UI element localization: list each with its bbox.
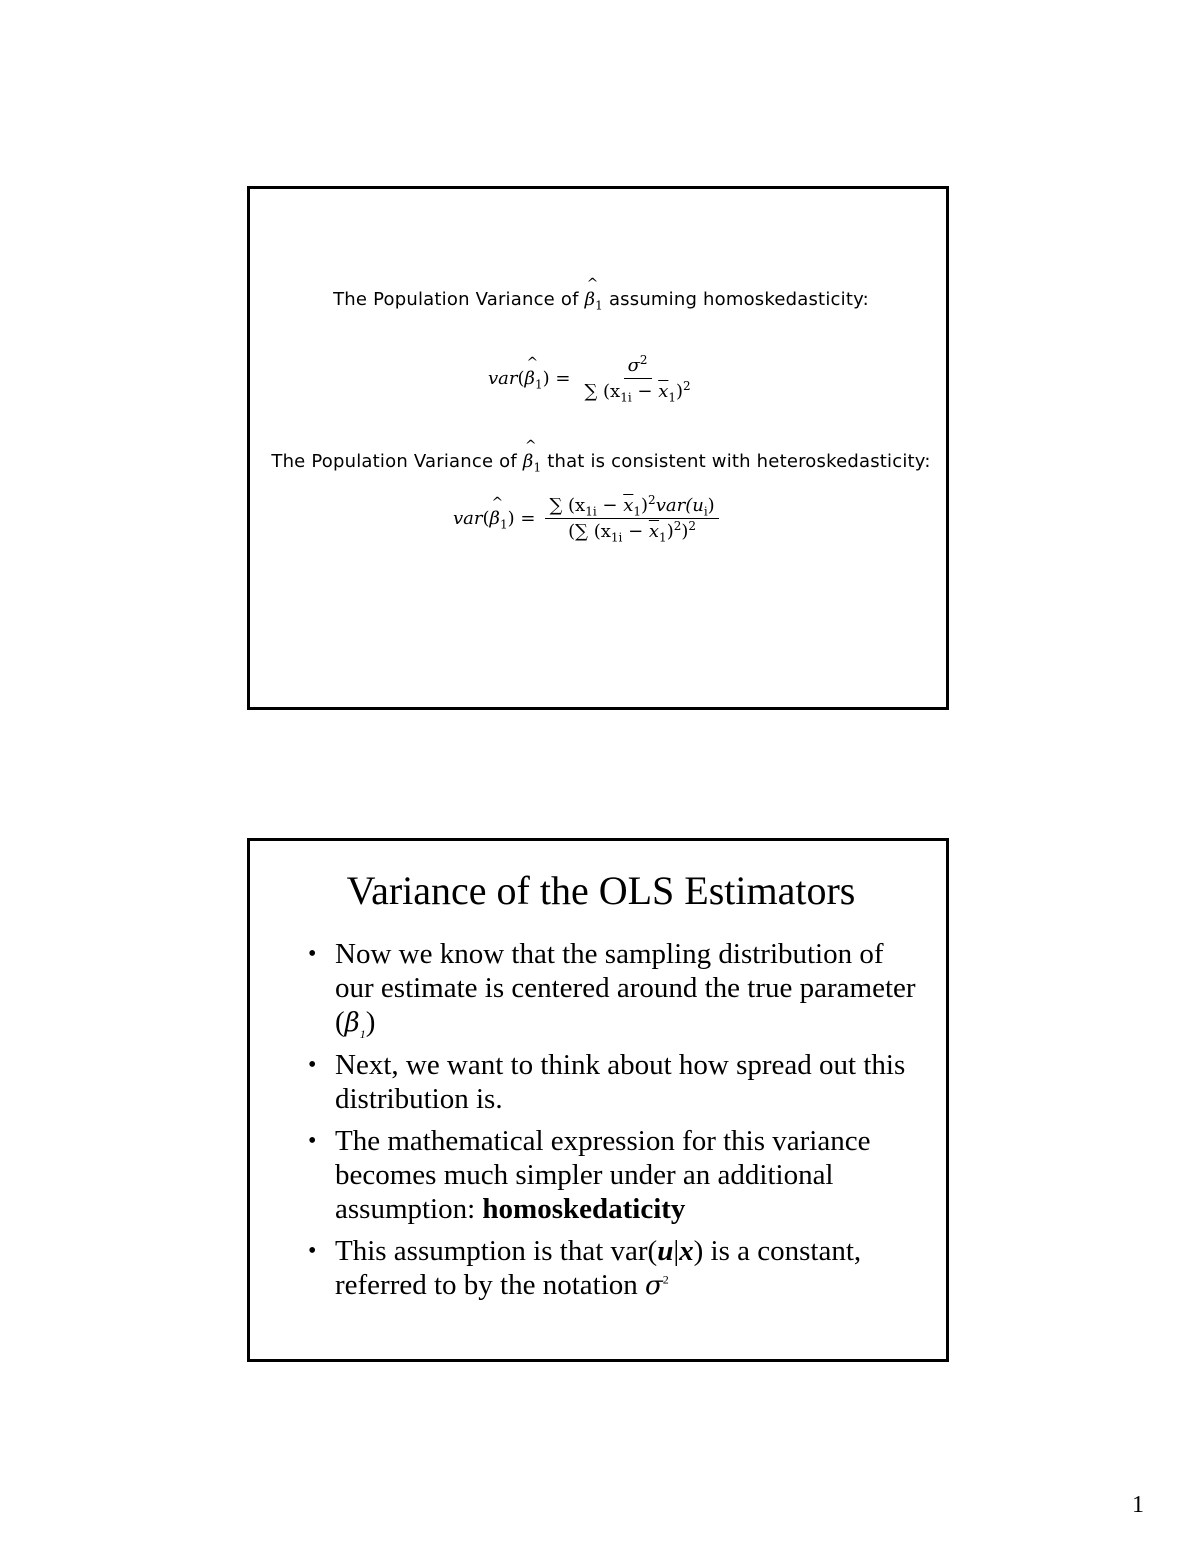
slide-variance-ols: [247, 838, 949, 1362]
bullet-icon: •: [308, 1128, 317, 1154]
bullet-list: [308, 937, 918, 1311]
heading-text: assuming homoskedasticity:: [608, 289, 869, 310]
bullet-icon: •: [308, 1238, 317, 1264]
slide-formulas: [247, 186, 949, 710]
homoskedastic-variance-formula: var( ^ $\beta_1$) = $\frac{\sigma^2}{\sum (x_{1i} - \overline{x}_1)^2}$: [488, 353, 691, 405]
bullet-item: • Next, we want to think about how spread out this distribution is.: [308, 1049, 906, 1115]
page-number: 1: [1132, 1492, 1144, 1518]
heteroskedastic-heading: [250, 438, 952, 475]
bullet-item: • Now we know that the sampling distribution of our estimate is centered around the true parameter $(\beta_1)$: [308, 938, 916, 1041]
heading-text: The Population Variance of: [271, 451, 517, 472]
bullet-item: • This assumption is that var(u|x) is a constant, referred to by the notation $\sigma^2$: [308, 1235, 862, 1301]
slide-title: Variance of the OLS Estimators: [346, 868, 856, 913]
beta-hat-symbol: ^ $\beta_1$: [584, 276, 604, 313]
bullet-item: • The mathematical expression for this variance becomes much simpler under an additional assumption: homoskedaticity: [308, 1125, 871, 1225]
homoskedastic-heading: [250, 276, 952, 313]
heteroskedastic-variance-formula: var( ^ $\beta_1$) = $\frac{\sum (x_{1i} - \overline{x}_1)^2var(u_i)}{(\sum (x_{1i} - \overline{x}_1)^2)^2}$: [453, 495, 719, 542]
bullet-icon: •: [308, 941, 317, 967]
bullet-icon: •: [308, 1052, 317, 1078]
heading-text: The Population Variance of: [333, 289, 579, 310]
beta-hat-symbol: ^ $\beta_1$: [522, 438, 542, 475]
heading-text: that is consistent with heteroskedasticity:: [547, 451, 931, 472]
